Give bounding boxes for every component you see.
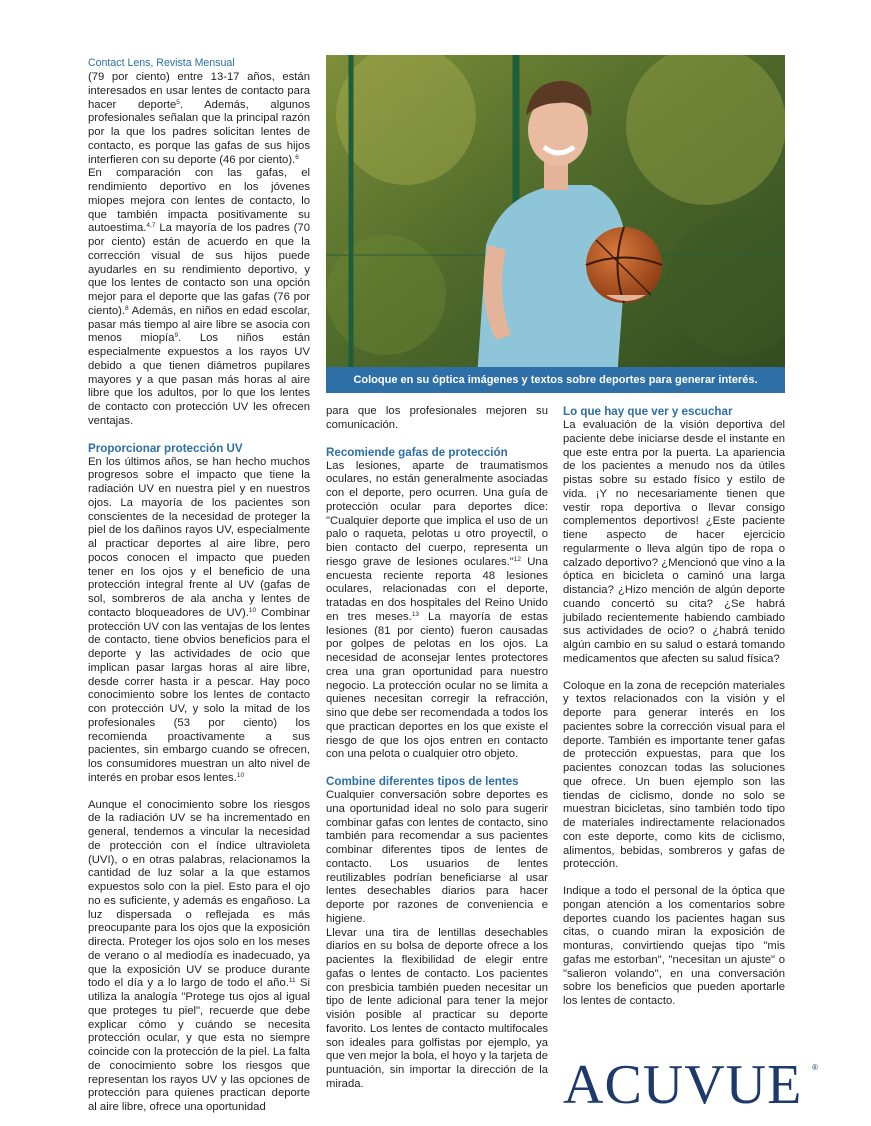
text-run: Aunque el conocimiento sobre los riesgos de la radiación UV se ha incrementado en general, tendemos a vincular la necesidad de protección con el índice ultravioleta (UVI), o en otras palabras, relacionamos la cantidad de luz solar a la que estamos expuestos solo con la piel. Esto para el ojo no es suficiente, y además es engañoso. La luz dispersada o reflejada es más preocupante para los ojos que la exposición directa. Proteger los ojos solo en los meses de verano o al mediodía es inadecuado, ya que la exposición UV se produce durante todo el día y a lo largo de todo el año. — [88, 798, 310, 990]
column-left — [88, 71, 310, 1115]
text-run: (79 por ciento) entre 13-17 años, están interesados en usar lentes de contacto para hacer deporte — [88, 71, 310, 111]
text-run: La mayoría de los padres (70 por ciento) están de acuerdo en que la corrección visual de sus hijos puede ayudarles en su rendimiento deportivo, y que los lentes de contacto son una opción mejor para el deporte que las gafas (76 por ciento). — [88, 222, 310, 317]
paragraph — [326, 460, 548, 763]
paragraph — [88, 71, 310, 167]
text-run: . Además, algunos profesionales señalan que la principal razón por la que los padres solicitan lentes de contacto, es porque las gafas de sus hijos interfieren con su deporte (46 por ciento). — [88, 98, 310, 166]
paragraph — [326, 405, 548, 433]
text-run: En comparación con las gafas, el rendimiento deportivo en los jóvenes miopes mejora con lentes de contacto, lo que también impacta positivamente su autoestima. — [88, 167, 310, 235]
footnote-ref: 10 — [248, 606, 257, 614]
page-header: Contact Lens, Revista Mensual — [88, 57, 235, 69]
paragraph — [563, 680, 785, 873]
footnote-ref: 13 — [411, 610, 420, 618]
footnote-ref: 10 — [236, 771, 245, 779]
footnote-ref: 4,7 — [146, 222, 156, 230]
footnote-ref: 12 — [513, 555, 522, 563]
text-run: Una encuesta reciente reporta 48 lesiones oculares, relacionadas con el deporte, tratadas en dos hospitales del Reino Unido en tres meses. — [326, 555, 548, 623]
paragraph — [88, 456, 310, 786]
paragraph — [88, 167, 310, 428]
paragraph — [563, 885, 785, 1009]
hero-photo — [326, 55, 785, 393]
section-heading: Proporcionar protección UV — [88, 441, 243, 455]
paragraph — [326, 927, 548, 1092]
photo-caption: Coloque en su óptica imágenes y textos sobre deportes para generar interés. — [326, 367, 785, 393]
footnote-ref: 8 — [125, 304, 129, 312]
column-middle — [326, 405, 548, 1092]
paragraph — [88, 799, 310, 1115]
acuvue-logo: ACUVUE — [563, 1054, 803, 1116]
section-heading: Lo que hay que ver y escuchar — [563, 405, 733, 418]
footnote-ref: 11 — [288, 977, 296, 985]
teen-basketball-image — [326, 55, 785, 393]
paragraph — [326, 789, 548, 927]
text-run: En los últimos años, se han hecho muchos progresos sobre el impacto que tiene la radiación UV en nuestra piel y en nuestros ojos. La mayoría de los pacientes son conscientes de la necesidad de proteger la piel de los dañinos rayos UV, especialmente al practicar deportes al aire libre, pero pocos conocen el impacto que pueden tener en los ojos y el beneficio de una protección integral frente al UV (gafas de sol, sombreros de ala ancha y lentes de contacto bloqueadores de UV). — [88, 455, 310, 619]
text-run: Coloque en la zona de recepción materiales y textos relacionados con la visión y el deporte para generar interés en los pacientes sobre la corrección visual para el deporte. También es importante tener gafas de protección expuestas, para que los pacientes conozcan todas las soluciones que ofrece. Un buen ejemplo son las tiendas de ciclismo, donde no solo se muestran bicicletas, sino también todo tipo de materiales indirectamente relacionados con este deporte, como kits de ciclismo, alimentos, bebidas, sombreros y gafas de protección. — [563, 679, 785, 871]
footnote-ref: 9 — [174, 332, 179, 340]
registered-mark: ® — [812, 1063, 818, 1072]
text-run: Si utiliza la analogía "Protege tus ojos al igual que proteges tu piel", recuerde que debe explicar cómo y cuándo se necesita protección ocular, y que esta no siempre coincide con la protección de la piel. La falta de conocimiento sobre los riesgos que representan los rayos UV y las opciones de protección para quienes practican deporte al aire libre, ofrece una oportunidad — [88, 977, 311, 1113]
paragraph — [563, 419, 785, 667]
text-run: Las lesiones, aparte de traumatismos oculares, no están generalmente asociadas con el deporte, pero ocurren. Una guía de protección ocular para deportes dice: "Cualquier deporte que implica el uso de un palo o raqueta, pelotas u otro proyectil, o bien contacto del cuerpo, representa un riesgo grave de lesiones oculares." — [326, 459, 548, 568]
text-run: Además, en niños en edad escolar, pasar más tiempo al aire libre se asocia con menos miopía — [88, 304, 310, 345]
text-run: Combinar protección UV con las ventajas de los lentes de contacto, tiene obvios beneficios para el deporte y las actividades de ocio que implican pasar largas horas al aire libre, desde correr hasta ir a pescar. Hay poco conocimiento sobre los lentes de contacto con protección UV, y solo la mitad de los profesionales (53 por ciento) los recomienda proactivamente a sus pacientes, sin embargo cuando se ofrecen, los consumidores muestran un alto nivel de interés en probar esos lentes. — [88, 606, 310, 784]
column-right — [563, 405, 785, 1009]
text-run: Llevar una tira de lentillas desechables diarios en su bolsa de deporte ofrece a los pacientes la flexibilidad de elegir entre gafas o lentes de contacto. Los pacientes con presbicia también pueden necesitar un tipo de lente adicional para tener la mejor visión posible al practicar su deporte favorito. Los lentes de contacto multifocales son ideales para golfistas por ejemplo, ya que ven mejor la bola, el hoyo y la tarjeta de puntuación, sin importar la dirección de la mirada. — [326, 926, 548, 1090]
text-run: La mayoría de estas lesiones (81 por ciento) fueron causadas por golpes de pelotas en los ojos. La necesidad de aconsejar lentes protectores crea una gran oportunidad para nuestro negocio. La protección ocular no se limita a quienes necesitan corregir la refracción, sino que debe ser recomendada a todos los que practican deportes en los que existe el riesgo de que los ojos entren en contacto con una pelota o cualquier otro objeto. — [326, 610, 548, 761]
section-heading: Recomiende gafas de protección — [326, 445, 508, 459]
text-run: Cualquier conversación sobre deportes es una oportunidad ideal no solo para sugerir combinar gafas con lentes de contacto, sino también para recomendar a sus pacientes combinar diferentes tipos de lentes de contacto. Los usuarios de lentes reutilizables podrían beneficiarse al usar lentes desechables diarios para hacer deporte por razones de conveniencia e higiene. — [326, 789, 548, 925]
text-run: La evaluación de la visión deportiva del paciente debe iniciarse desde el instante en que este entra por la puerta. La apariencia de los pacientes a menudo nos da útiles pistas sobre su estado físico y estilo de vida. ¡Y no necesariamente tienen que vestir ropa deportiva o llevar consigo complementos deportivos! ¿Este paciente tiene aspecto de hacer ejercicio regularmente o lleva algún tipo de ropa o calzado deportivo? ¿Mencionó que vino a la óptica en bicicleta o caminó una larga distancia? ¿Hizo mención de algún deporte cuando concertó su cita? ¿Se habrá jubilado recientemente habiendo cambiado sus actividades de ocio? o ¿habrá tenido algún cambio en su salud o estará tomando medicamentos que afecten su salud física? — [563, 419, 785, 665]
footnote-ref: 6 — [295, 153, 299, 161]
text-run: . Los niños están especialmente expuestos a los rayos UV debido a que tienen diámetros pupilares mayores y a que pasan más horas al aire libre que los adultos, por lo que los lentes de contacto con protección UV les ofrecen ventajas. — [88, 332, 310, 427]
text-run: Indique a todo el personal de la óptica que pongan atención a los comentarios sobre deportes cuando los pacientes hagan sus citas, o cuando miran la exposición de monturas, convirtiendo quejas tipo "mis gafas me estorban", "necesitan un ajuste" o "salieron volando", en una conversación sobre los beneficios que pueden aportarle los lentes de contacto. — [563, 885, 785, 1007]
footnote-ref: 5 — [176, 98, 180, 106]
section-heading: Combine diferentes tipos de lentes — [326, 775, 519, 788]
text-run: para que los profesionales mejoren su comunicación. — [326, 405, 548, 431]
